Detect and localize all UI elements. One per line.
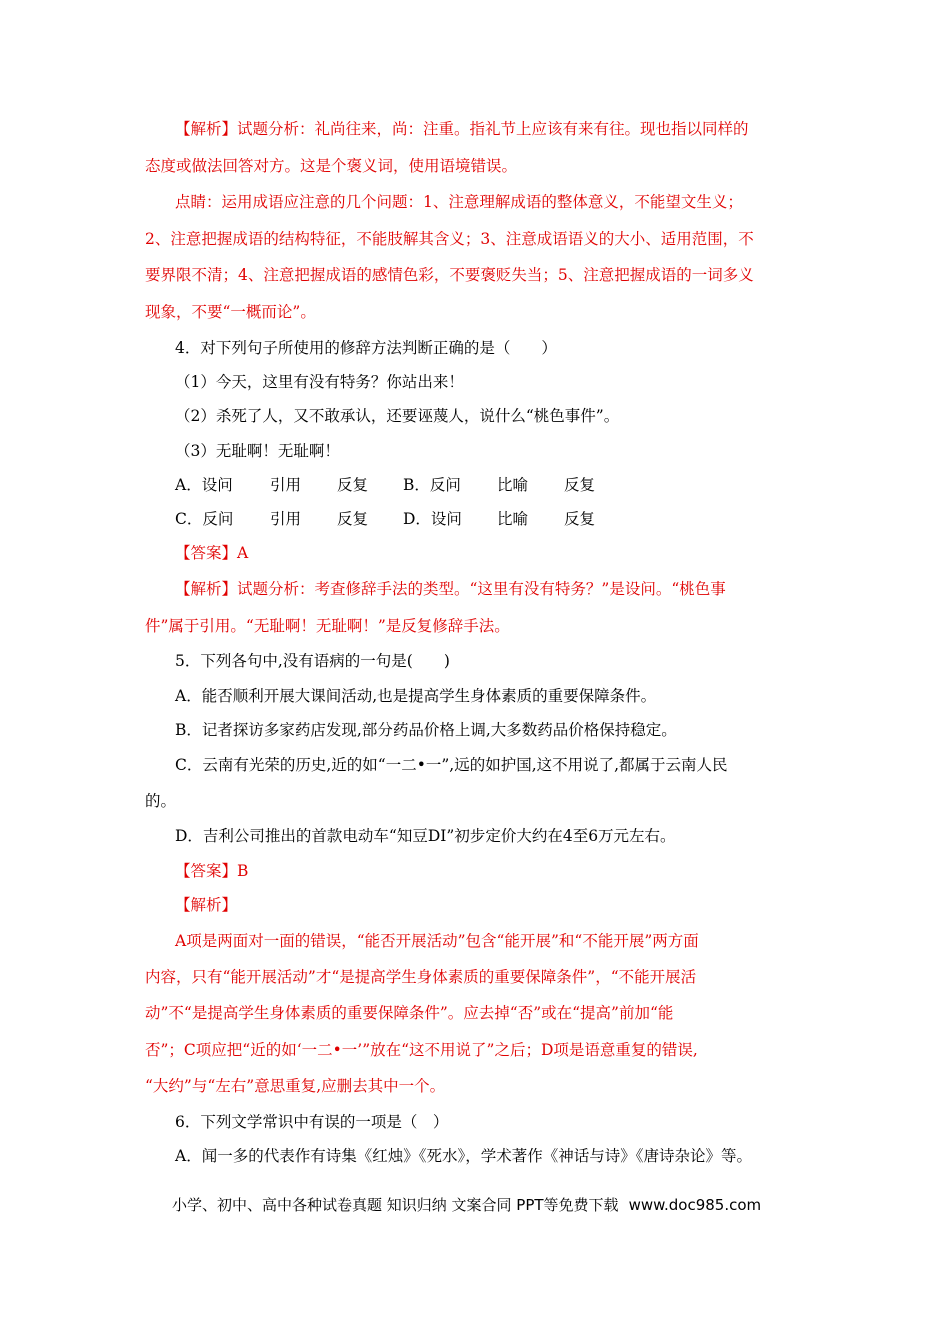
q4-option-a-2: 引用 <box>270 476 302 494</box>
q5-option-c-line-1: C．云南有光荣的历史,近的如“一二•一”,远的如护国,这不用说了,都属于云南人民 <box>175 756 728 774</box>
q4-option-b-3: 反复 <box>564 476 596 494</box>
q6-stem: 6．下列文学常识中有误的一项是（ ） <box>175 1113 449 1131</box>
q3-tip-line-3: 要界限不清；4、注意把握成语的感情色彩，不要褒贬失当；5、注意把握成语的一词多义 <box>145 266 754 284</box>
q3-analysis-line-1: 【解析】试题分析：礼尚往来，尚：注重。指礼节上应该有来有往。现也指以同样的 <box>175 120 749 138</box>
q5-stem: 5．下列各句中,没有语病的一句是( ) <box>175 652 450 670</box>
q4-option-d: D．设问 <box>403 510 462 528</box>
q5-analysis-line-5: “大约”与“左右”意思重复,应删去其中一个。 <box>145 1077 446 1095</box>
q4-sentence-2: （2）杀死了人，又不敢承认，还要诬蔑人，说什么“桃色事件”。 <box>175 407 620 425</box>
q4-sentence-3: （3）无耻啊！无耻啊！ <box>175 442 340 460</box>
q5-answer: 【答案】B <box>175 862 249 880</box>
q3-tip-line-1: 点睛：运用成语应注意的几个问题：1、注意理解成语的整体意义，不能望文生义； <box>175 193 743 211</box>
q4-answer: 【答案】A <box>175 544 249 562</box>
q3-analysis-line-2: 态度或做法回答对方。这是个褒义词，使用语境错误。 <box>145 157 518 175</box>
q4-sentence-1: （1）今天，这里有没有特务？你站出来！ <box>175 373 464 391</box>
q5-analysis-line-4: 否”；C项应把“近的如‘一二•一’”放在“这不用说了”之后；D项是语意重复的错误, <box>145 1041 698 1059</box>
q3-tip-line-4: 现象，不要“一概而论”。 <box>145 303 316 321</box>
q4-option-a-3: 反复 <box>337 476 369 494</box>
q5-analysis-line-3: 动”不“是提高学生身体素质的重要保障条件”。应去掉“否”或在“提高”前加“能 <box>145 1004 674 1022</box>
q4-option-c-3: 反复 <box>337 510 369 528</box>
q4-analysis-line-1: 【解析】试题分析：考查修辞手法的类型。“这里有没有特务？”是设问。“桃色事 <box>175 580 726 598</box>
q4-option-d-2: 比喻 <box>497 510 529 528</box>
q5-option-a: A．能否顺利开展大课间活动,也是提高学生身体素质的重要保障条件。 <box>175 687 657 705</box>
footer-url[interactable]: www.doc985.com <box>628 1196 762 1214</box>
q3-tip-line-2: 2、注意把握成语的结构特征，不能肢解其含义；3、注意成语语义的大小、适用范围，不 <box>145 230 754 248</box>
page-footer <box>172 1194 761 1216</box>
q4-option-c-2: 引用 <box>270 510 302 528</box>
q5-option-d: D．吉利公司推出的首款电动车“知豆DI”初步定价大约在4至6万元左右。 <box>175 827 676 845</box>
q6-option-a: A．闻一多的代表作有诗集《红烛》《死水》，学术著作《神话与诗》《唐诗杂论》等。 <box>175 1147 752 1165</box>
q4-analysis-line-2: 件”属于引用。“无耻啊！无耻啊！”是反复修辞手法。 <box>145 617 510 635</box>
q5-option-c-line-2: 的。 <box>145 792 177 810</box>
q4-option-d-3: 反复 <box>564 510 596 528</box>
q5-analysis-title: 【解析】 <box>175 896 238 914</box>
q5-analysis-line-1: A项是两面对一面的错误，“能否开展活动”包含“能开展”和“不能开展”两方面 <box>175 932 699 950</box>
q4-option-a: A．设问 <box>175 476 233 494</box>
footer-text: 小学、初中、高中各种试卷真题 知识归纳 文案合同 PPT等免费下载 <box>172 1196 619 1214</box>
q5-option-b: B．记者探访多家药店发现,部分药品价格上调,大多数药品价格保持稳定。 <box>175 721 677 739</box>
q4-stem: 4．对下列句子所使用的修辞方法判断正确的是（ ） <box>175 339 557 357</box>
q4-option-b: B．反问 <box>403 476 461 494</box>
q4-option-b-2: 比喻 <box>497 476 529 494</box>
q5-analysis-line-2: 内容，只有“能开展活动”才“是提高学生身体素质的重要保障条件”，“不能开展活 <box>145 968 697 986</box>
q4-option-c: C．反问 <box>175 510 234 528</box>
